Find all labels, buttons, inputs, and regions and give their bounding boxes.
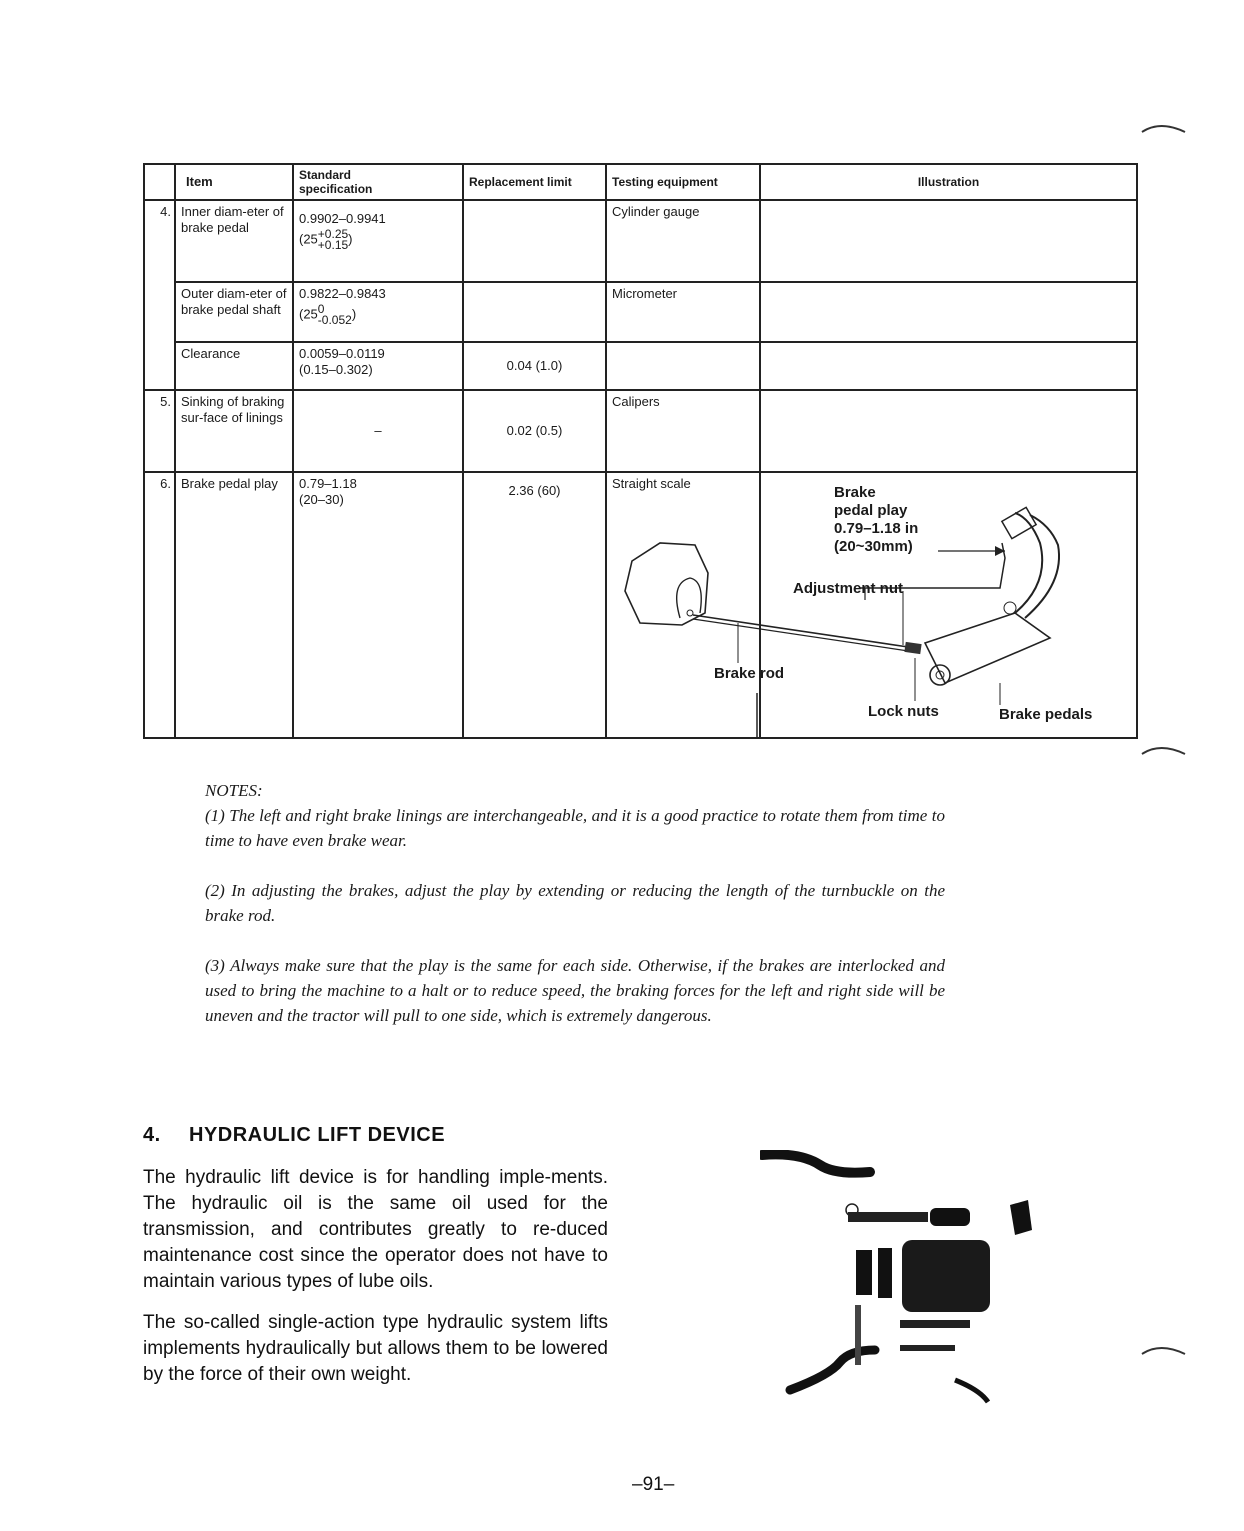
table-row	[144, 390, 1137, 472]
item-cell: Outer diam-eter of brake pedal shaft	[175, 282, 293, 342]
row-number	[144, 282, 175, 342]
section-number: 4.	[143, 1124, 161, 1146]
header-replacement: Replacement limit	[463, 164, 606, 200]
equipment-cell	[606, 342, 760, 390]
note-1: (1) The left and right brake linings are interchangeable, and it is a good practice to rotate them from time to time to have even brake wear.	[205, 806, 945, 850]
standard-cell: 0.9902–0.9941 (25 +0.25 +0.15 )	[293, 200, 463, 282]
item-cell: Brake pedal play	[175, 472, 293, 738]
lock-nut-icon	[904, 642, 921, 654]
table-row	[144, 200, 1137, 282]
label-brake-pedals: Brake pedals	[999, 706, 1093, 723]
note-3: (3) Always make sure that the play is the same for each side. Otherwise, if the brakes are interlocked and used to bring the machine to a halt or to reduce speed, the braking forces for the left and right side will be uneven and the tractor will pull to one side, which is extremely dangerous.	[205, 956, 945, 1025]
paragraph-2: The so-called single-action type hydraulic system lifts implements hydraulically but allows them to be lowered by the force of their own weight.	[143, 1312, 608, 1385]
standard-cell: 0.0059–0.0119 (0.15–0.302)	[293, 342, 463, 390]
header-item: Item	[175, 164, 293, 200]
standard-cell: –	[293, 390, 463, 472]
note-2: (2) In adjusting the brakes, adjust the play by extending or reducing the length of the turnbuckle on the brake rod.	[205, 881, 945, 925]
standard-cell: 0.9822–0.9843 (25 0 -0.052 )	[293, 282, 463, 342]
row-number: 6.	[144, 472, 175, 738]
label-lock-nuts: Lock nuts	[868, 703, 939, 720]
equipment-cell: Cylinder gauge	[606, 200, 760, 282]
margin-mark-middle	[1140, 740, 1190, 760]
lift-arm-upper	[762, 1154, 870, 1172]
hydraulic-cylinder-block	[902, 1240, 990, 1312]
page-number: –91–	[632, 1474, 675, 1495]
illustration-cell	[760, 390, 1137, 472]
item-cell: Sinking of braking sur-face of linings	[175, 390, 293, 472]
brake-rod-line	[693, 615, 915, 648]
header-illustration: Illustration	[760, 164, 1137, 200]
pedal-curve	[1015, 513, 1042, 613]
notes-heading: NOTES:	[205, 781, 263, 800]
limit-cell	[463, 282, 606, 342]
illustration-cell	[760, 200, 1137, 282]
section-title: HYDRAULIC LIFT DEVICE	[189, 1124, 446, 1146]
lift-arm-lower	[790, 1350, 875, 1390]
header-testing: Testing equipment	[606, 164, 760, 200]
illustration-cell	[760, 342, 1137, 390]
header-standard: Standard specification	[293, 164, 463, 200]
margin-mark-top	[1140, 118, 1190, 138]
equipment-cell: Calipers	[606, 390, 760, 472]
pedal-pad-icon	[1002, 507, 1036, 538]
equipment-cell: Micrometer	[606, 282, 760, 342]
hydraulic-lift-photo	[760, 1150, 1080, 1405]
brake-drum-shape	[625, 543, 708, 625]
table-header-row	[144, 164, 1137, 200]
limit-cell: 2.36 (60)	[463, 472, 606, 738]
lever-pivot	[687, 610, 693, 616]
piston-rod	[848, 1212, 928, 1222]
row-number: 4.	[144, 200, 175, 282]
row-number: 5.	[144, 390, 175, 472]
margin-mark-bottom	[1140, 1340, 1190, 1360]
table-row	[144, 342, 1137, 390]
label-pedal-play: Brake pedal play 0.79–1.18 in (20~30mm)	[834, 484, 919, 555]
brake-lever-icon	[677, 578, 702, 618]
label-brake-rod: Brake rod	[714, 665, 785, 682]
paragraph-1: The hydraulic lift device is for handling imple-ments. The hydraulic oil is the same oil used for the transmission, and contributes greatly to re-duced maintenance cost since the operator does not have to maintain various types of lube oils.	[143, 1167, 608, 1292]
standard-cell: 0.79–1.18 (20–30)	[293, 472, 463, 738]
item-cell: Inner diam-eter of brake pedal	[175, 200, 293, 282]
limit-cell: 0.04 (1.0)	[463, 342, 606, 390]
illustration-cell	[760, 282, 1137, 342]
equipment-cell: Straight scale	[606, 472, 760, 738]
header-blank	[144, 164, 175, 200]
limit-cell	[463, 200, 606, 282]
notes-section	[205, 778, 945, 1053]
limit-cell: 0.02 (0.5)	[463, 390, 606, 472]
item-cell: Clearance	[175, 342, 293, 390]
row-number	[144, 342, 175, 390]
brake-pedal-arm	[925, 613, 1050, 683]
label-adjustment-nut: Adjustment nut	[793, 580, 903, 597]
table-row	[144, 282, 1137, 342]
section-heading	[143, 1124, 445, 1147]
